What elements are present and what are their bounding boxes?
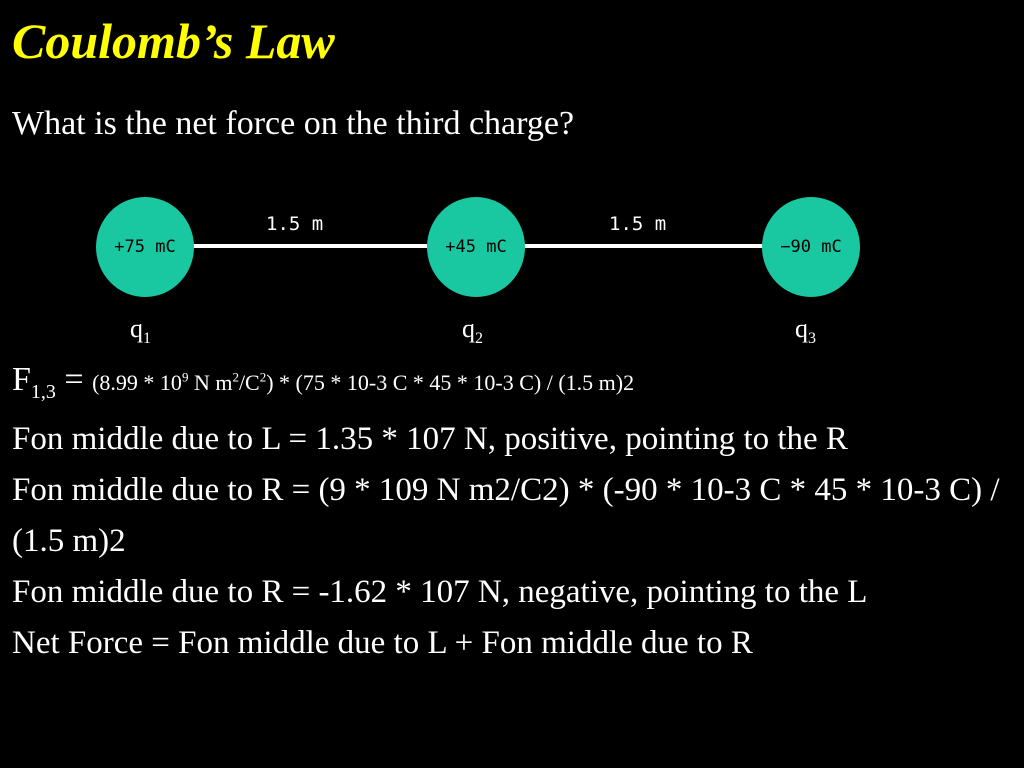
distance-label-q1-q2: 1.5 m bbox=[266, 213, 324, 235]
formula-label-subscript: 1,3 bbox=[30, 380, 56, 403]
solution-line-2: Fon middle due to R = (9 * 109 N m2/C2) * (-90 * 10-3 C * 45 * 10-3 C) / (1.5 m)2 bbox=[12, 472, 1000, 559]
charge-circle-q2 bbox=[427, 197, 525, 297]
slide-title: Coulomb’s Law bbox=[12, 13, 335, 69]
connector-line-q2-q3 bbox=[523, 244, 763, 248]
charge-label-q3 bbox=[795, 314, 816, 348]
charge-value-q3: −90 mC bbox=[780, 237, 842, 257]
charge-label-q2 bbox=[462, 314, 483, 348]
question-text: What is the net force on the third charge? bbox=[12, 105, 575, 142]
charge-circle-q1 bbox=[96, 197, 194, 297]
charge-circle-q3 bbox=[762, 197, 860, 297]
formula-part-2: N m bbox=[188, 370, 233, 395]
formula-part-4: ) * (75 * 10-3 C * 45 * 10-3 C) / (1.5 m)2 bbox=[266, 370, 635, 395]
formula-exponent-1: 9 bbox=[181, 369, 189, 385]
charge-value-q2: +45 mC bbox=[445, 237, 507, 257]
formula-label bbox=[12, 361, 56, 403]
charge-label-q1-subscript: 1 bbox=[143, 330, 151, 348]
charge-label-q2-subscript: 2 bbox=[475, 330, 483, 348]
formula-part-3: /C bbox=[238, 370, 260, 395]
force-formula bbox=[12, 360, 634, 404]
charge-value-q1: +75 mC bbox=[114, 237, 176, 257]
charge-label-q1-letter: q bbox=[130, 314, 143, 343]
solution-line-1: Fon middle due to L = 1.35 * 107 N, positive, pointing to the R bbox=[12, 421, 848, 457]
connector-line-q1-q2 bbox=[193, 244, 427, 248]
formula-exponent-3: 2 bbox=[259, 369, 267, 385]
charge-label-q3-letter: q bbox=[795, 314, 808, 343]
solution-line-3: Fon middle due to R = -1.62 * 107 N, negative, pointing to the L bbox=[12, 574, 868, 610]
formula-expression bbox=[92, 370, 634, 395]
formula-part-1: (8.99 * 10 bbox=[92, 370, 182, 395]
distance-label-q2-q3: 1.5 m bbox=[609, 213, 667, 235]
formula-exponent-2: 2 bbox=[232, 369, 239, 385]
formula-label-letter: F bbox=[12, 361, 31, 398]
solution-text bbox=[12, 414, 1016, 669]
charge-label-q1 bbox=[130, 314, 151, 348]
charge-label-q3-subscript: 3 bbox=[808, 330, 816, 348]
charge-label-q2-letter: q bbox=[462, 314, 475, 343]
solution-line-4: Net Force = Fon middle due to L + Fon middle due to R bbox=[12, 625, 753, 661]
formula-equals: = bbox=[55, 361, 93, 398]
